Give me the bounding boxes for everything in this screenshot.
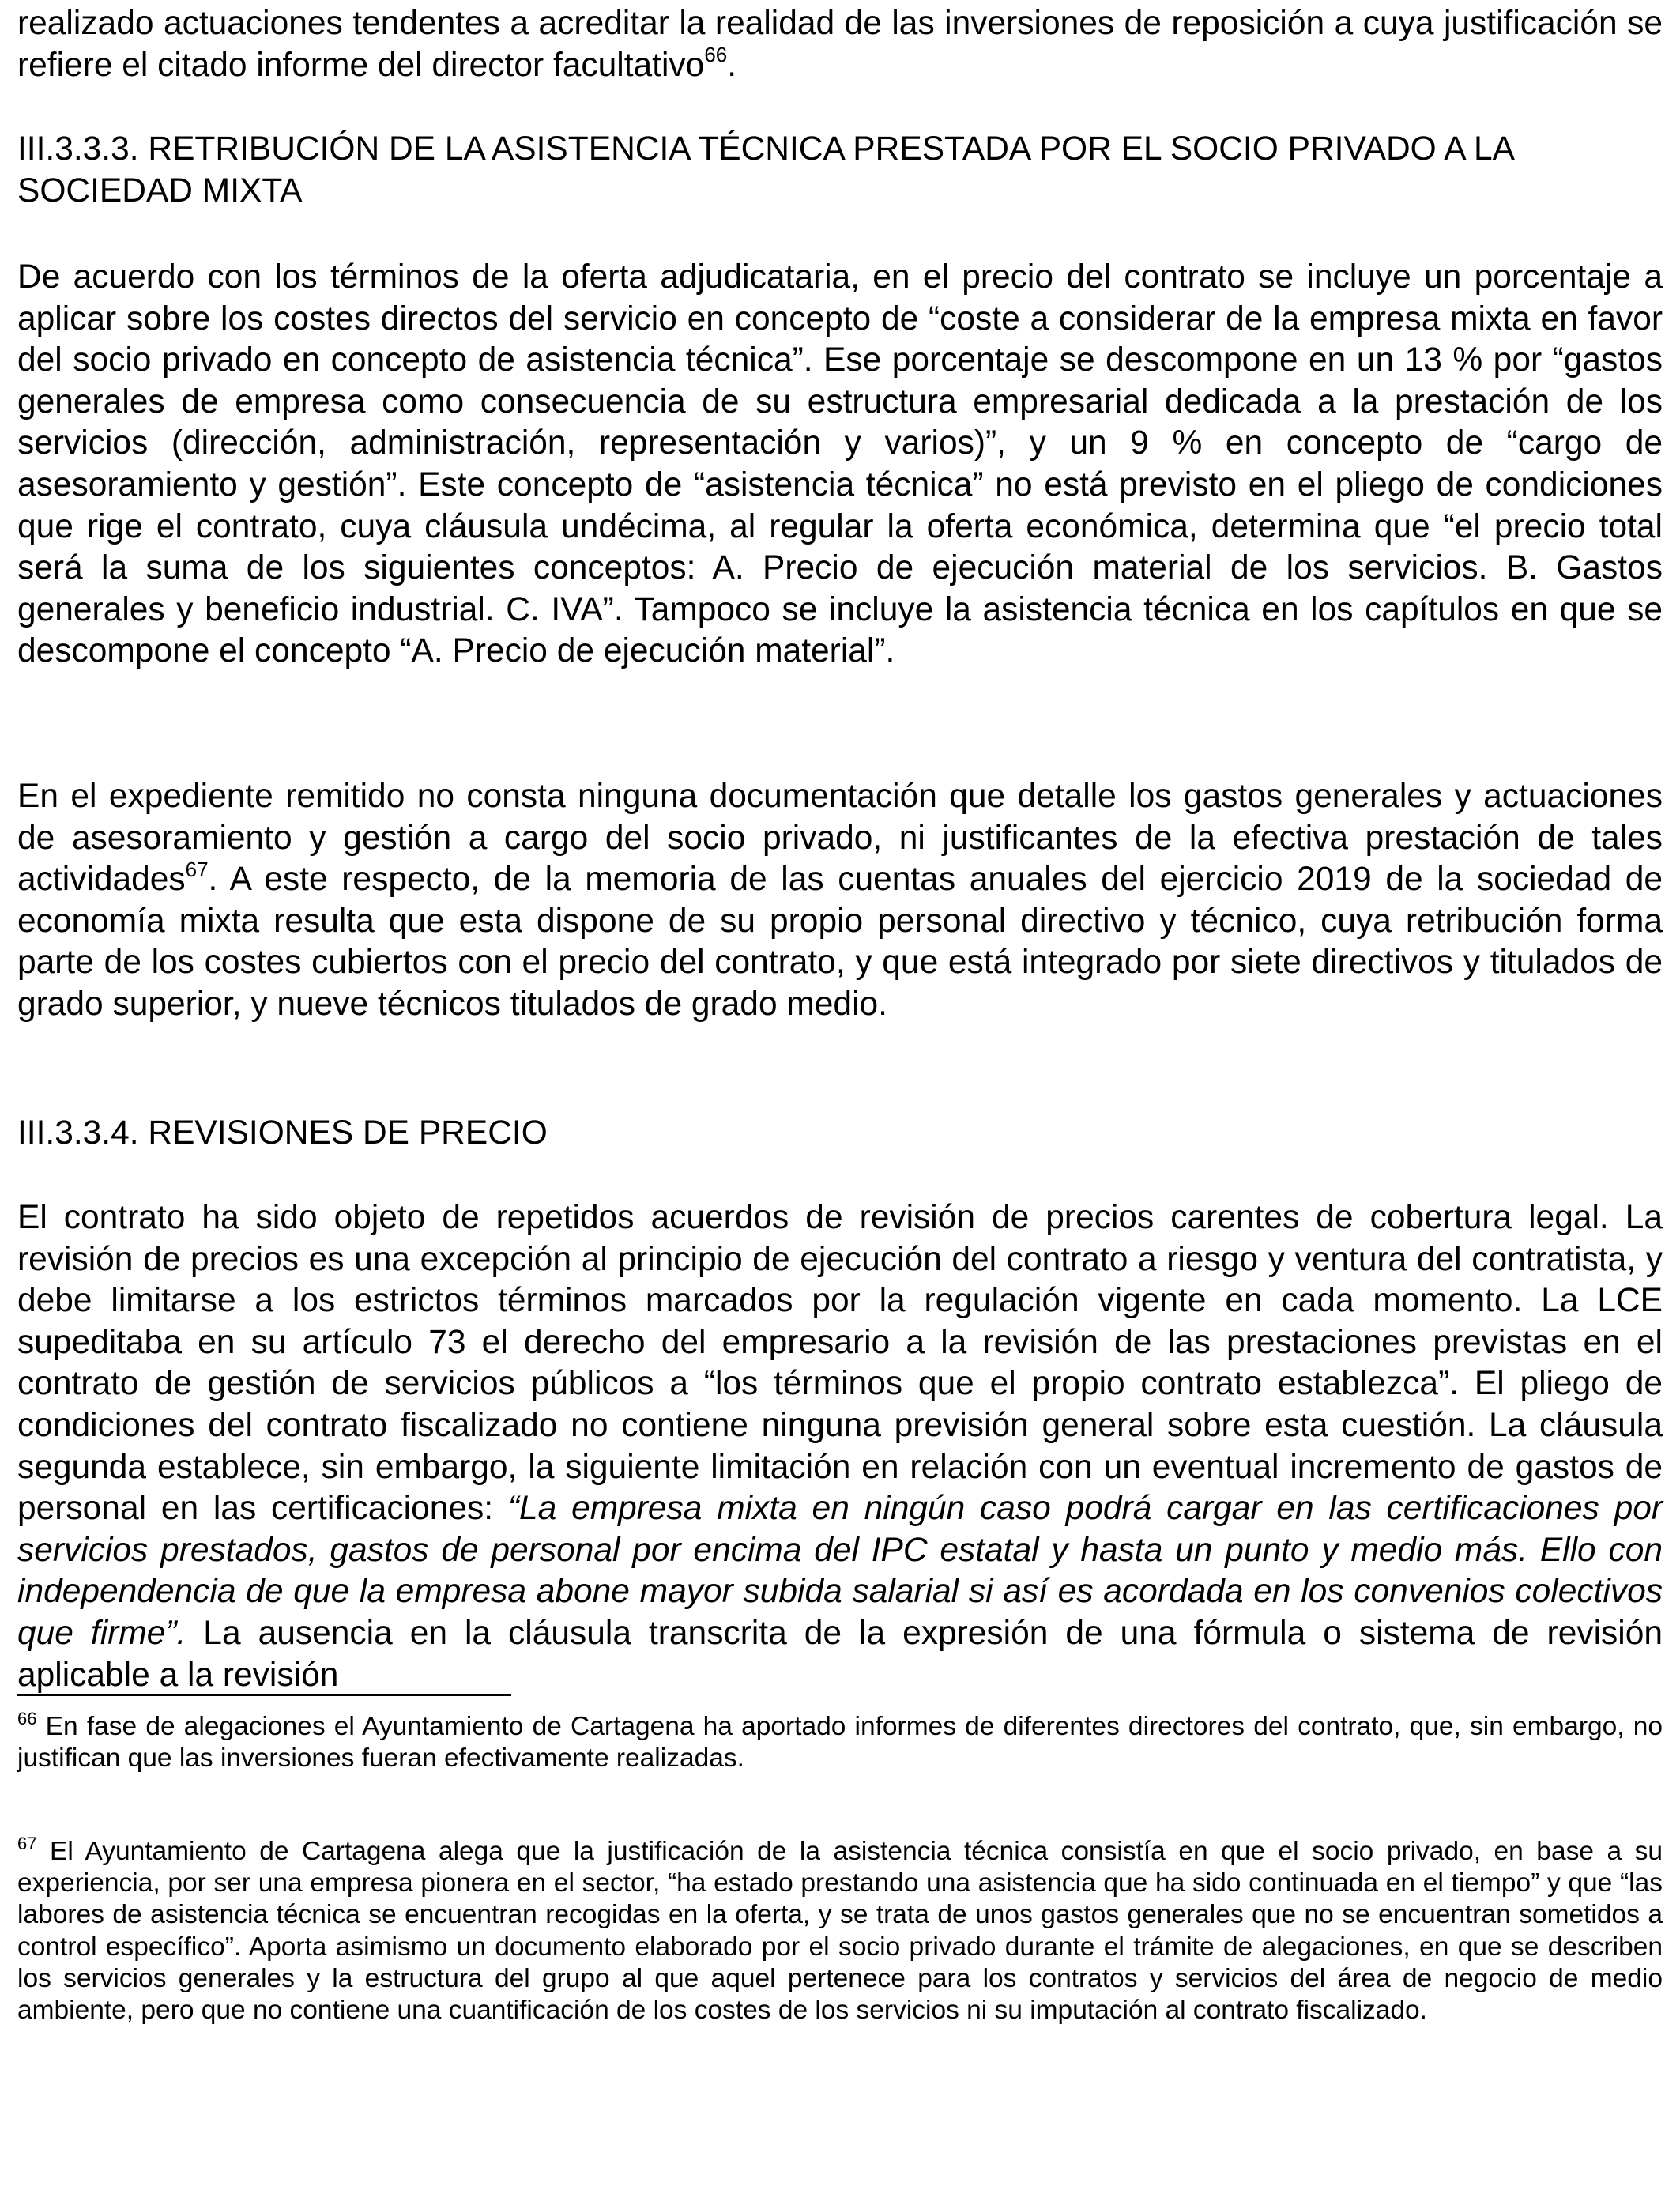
paragraph-end: .: [727, 46, 737, 84]
footnote-67: [17, 1833, 1663, 2026]
paragraph-text: El contrato ha sido objeto de repetidos acuerdos de revisión de precios carentes de cobertura legal. La revisión de precios es una excepción al principio de ejecución del contrato a riesgo y ventura del contratista, y debe limitarse a los estrictos términos marcados por la regulación vigente en cada momento. La LCE supeditaba en su artículo 73 el derecho del empresario a la revisión de las prestaciones previstas en el contrato de gestión de servicios públicos a “los términos que el propio contrato establezca”. El pliego de condiciones del contrato fiscalizado no contiene ninguna previsión general sobre esta cuestión. La cláusula segunda establece, sin embargo, la siguiente limitación en relación con un eventual incremento de gastos de personal en las certificaciones:: [17, 1199, 1663, 1528]
footnote-text: En fase de alegaciones el Ayuntamiento de Cartagena ha aportado informes de diferentes directores del contrato, que, sin embargo, no justifican que las inversiones fueran efectivamente realizadas.: [17, 1712, 1663, 1774]
quoted-clause: “La empresa mixta en ningún caso podrá cargar en las certificaciones por servicios prestados, gastos de personal por encima del IPC estatal y hasta un punto y medio más. Ello con independencia de que la empresa abone mayor subida salarial si así es acordada en los convenios colectivos que firme”.: [17, 1490, 1663, 1652]
paragraph-text-continued: La ausencia en la cláusula transcrita de la expresión de una fórmula o sistema de revisión aplicable a la revisión: [17, 1614, 1663, 1694]
paragraph-inversiones: [17, 3, 1663, 86]
paragraph-text-continued: . A este respecto, de la memoria de las cuentas anuales del ejercicio 2019 de la sociedad de economía mixta resulta que esta dispone de su propio personal directivo y técnico, cuya retribución forma parte de los costes cubiertos con el precio del contrato, y que está integrado por siete directivos y titulados de grado superior, y nueve técnicos titulados de grado medio.: [17, 861, 1663, 1023]
paragraph-text: En el expediente remitido no consta ninguna documentación que detalle los gastos generales y actuaciones de asesoramiento y gestión a cargo del socio privado, ni justificantes de la efectiva prestación de tales actividades: [17, 778, 1663, 899]
footnote-ref-66[interactable]: 66: [704, 43, 728, 67]
footnote-number: 67: [17, 1833, 37, 1853]
paragraph-revision-precios: [17, 1197, 1663, 1696]
section-heading-revisiones: III.3.3.4. REVISIONES DE PRECIO: [17, 1114, 548, 1152]
paragraph-expediente: [17, 776, 1663, 1026]
footnote-separator: [17, 1694, 511, 1696]
paragraph-text: realizado actuaciones tendentes a acreditar la realidad de las inversiones de reposición a cuya justificación se refiere el citado informe del director facultativo: [17, 5, 1663, 84]
footnote-ref-67[interactable]: 67: [185, 858, 209, 882]
footnote-66: [17, 1708, 1663, 1774]
footnote-text: El Ayuntamiento de Cartagena alega que la justificación de la asistencia técnica consistía en que el socio privado, en base a su experiencia, por ser una empresa pionera en el sector, “ha estado prestando una asistencia que ha sido continuada en el tiempo” y que “las labores de asistencia técnica se encuentran recogidas en la oferta, y se trata de unos gastos generales que no se encuentran sometidos a control específico”. Aporta asimismo un documento elaborado por el socio privado durante el trámite de alegaciones, en que se describen los servicios generales y la estructura del grupo al que aquel pertenece para los contratos y servicios del área de negocio de medio ambiente, pero que no contiene una cuantificación de los costes de los servicios ni su imputación al contrato fiscalizado.: [17, 1837, 1663, 2026]
section-heading-retribucion: III.3.3.3. RETRIBUCIÓN DE LA ASISTENCIA TÉCNICA PRESTADA POR EL SOCIO PRIVADO A LA SOCIEDAD MIXTA: [17, 130, 1513, 209]
footnote-number: 66: [17, 1708, 37, 1728]
paragraph-oferta-adjudicataria: De acuerdo con los términos de la oferta adjudicataria, en el precio del contrato se incluye un porcentaje a aplicar sobre los costes directos del servicio en concepto de “coste a considerar de la empresa mixta en favor del socio privado en concepto de asistencia técnica”. Ese porcentaje se descompone en un 13 % por “gastos generales de empresa como consecuencia de su estructura empresarial dedicada a la prestación de los servicios (dirección, administración, representación y varios)”, y un 9 % en concepto de “cargo de asesoramiento y gestión”. Este concepto de “asistencia técnica” no está previsto en el pliego de condiciones que rige el contrato, cuya cláusula undécima, al regular la oferta económica, determina que “el precio total será la suma de los siguientes conceptos: A. Precio de ejecución material de los servicios. B. Gastos generales y beneficio industrial. C. IVA”. Tampoco se incluye la asistencia técnica en los capítulos en que se descompone el concepto “A. Precio de ejecución material”.: [17, 258, 1663, 670]
